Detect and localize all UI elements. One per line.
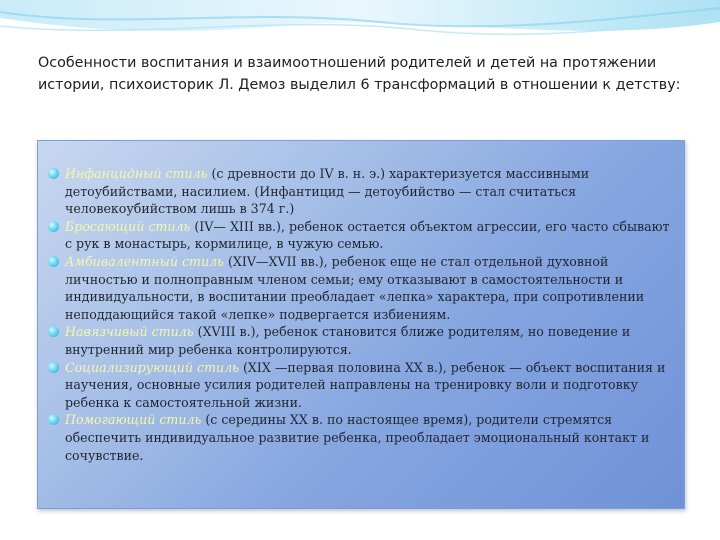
style-name: Навязчивый стиль	[65, 324, 194, 340]
style-name: Бросающий стиль	[65, 218, 191, 234]
bullet-icon	[48, 256, 59, 267]
list-item	[48, 253, 678, 323]
style-name: Амбивалентный стиль	[65, 253, 224, 269]
style-description: (с середины XX в. по настоящее время), родители стремятся обеспечить индивидуальное развитие ребенка, преобладает эмоциональный контакт и сочувствие.	[65, 412, 650, 463]
bullet-icon	[48, 414, 59, 425]
bullet-icon	[48, 362, 59, 373]
style-name: Инфанцидный стиль	[65, 166, 208, 181]
list-item	[48, 218, 678, 253]
style-description: (XIX —первая половина XX в.), ребенок — объект воспитания и научения, основные усилия родителей направлены на тренировку воли и подготовку ребенка к самостоятельной жизни.	[65, 359, 666, 410]
bullet-icon	[48, 168, 59, 179]
style-description: (IV— XIII вв.), ребенок остается объектом агрессии, его часто сбывают с рук в монастырь, кормилице, в чужую семью.	[65, 218, 670, 252]
bullet-icon	[48, 221, 59, 232]
list-item	[48, 165, 678, 218]
parenting-styles-list	[48, 165, 678, 464]
styles-panel	[37, 140, 685, 509]
style-description: (с древности до IV в. н. э.) характеризуется массивными детоубийствами, насилием. (Инфантицид — детоубийство — стал считаться человекоубийством лишь в 374 г.)	[65, 166, 590, 217]
list-item	[48, 323, 678, 358]
style-name: Помогающий стиль	[65, 412, 202, 428]
style-name: Социализирующий стиль	[65, 359, 240, 375]
list-item	[48, 359, 678, 412]
style-description: (XVIII в.), ребенок становится ближе родителям, но поведение и внутренний мир ребенка контролируются.	[65, 324, 631, 357]
style-description: (XIV—XVII вв.), ребенок еще не стал отдельной духовной личностью и полноправным членом семьи; ему отказывают в самостоятельности и индивидуальности, в воспитании преобладает «лепка» характера, при сопротивлении неподдающийся такой «лепке» подвергается избиениям.	[65, 253, 645, 322]
intro-paragraph: Особенности воспитания и взаимоотношений родителей и детей на протяжении истории, психоисторик Л. Демоз выделил 6 трансформаций в отношении к детству:	[38, 55, 681, 93]
list-item	[48, 411, 678, 464]
header-wave-decoration	[0, 0, 720, 60]
bullet-icon	[48, 326, 59, 337]
